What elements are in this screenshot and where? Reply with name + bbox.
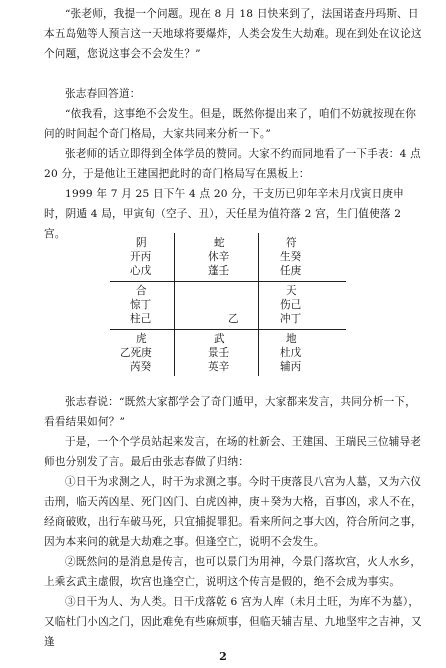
grid-se-door: 杜戊 (280, 347, 302, 359)
grid-n-deity: 蛇 (214, 237, 225, 249)
grid-nw-deity: 阴 (136, 237, 147, 249)
grid-s-star: 英辛 (208, 361, 230, 373)
grid-ne-deity: 符 (286, 237, 297, 249)
grid-w-star: 柱己 (130, 313, 152, 325)
grid-e-star: 冲丁 (280, 313, 302, 325)
grid-ne-star: 任庚 (280, 265, 302, 277)
grid-line-horizontal-2 (110, 329, 346, 330)
paragraph-reply-intro: 张志春回答道： (65, 88, 141, 100)
grid-line-vertical-1 (174, 233, 175, 376)
grid-s-deity: 武 (214, 333, 225, 345)
paragraph-discussion-call: 张志春说：“既然大家都学会了奇门遁甲，大家都来发言，共同分析一下，看看结果如何？” (44, 396, 417, 428)
grid-line-horizontal-1 (110, 281, 346, 282)
grid-line-vertical-2 (258, 233, 259, 376)
grid-nw-door: 开丙 (130, 251, 152, 263)
grid-nw-star: 心戊 (130, 265, 152, 277)
grid-w-deity: 合 (136, 285, 147, 297)
grid-sw-star: 芮癸 (130, 361, 152, 373)
grid-sw-deity: 虎 (136, 333, 147, 345)
paragraph-point-1: ①日干为求测之人，时干为求测之事。今时干庚落艮八宫为人墓，又为六仪击刑，临天芮凶星、死门凶门、白虎凶神，庚＋癸为大格，百事凶，求人不在，经商破败，出行车破马死，只宜捕捉罪犯。看来所问之事大凶，符合所问之事，因为本来问的就是大劫难之事。但逢空亡，说明不会发生。 (44, 476, 422, 548)
paragraph-point-2: ②既然问的是消息是传言，也可以景门为用神，今景门落坎宫，火人水乡，上乘玄武主虚假，坎宫也逢空亡，说明这个传言是假的，绝不会成为事实。 (44, 556, 422, 588)
paragraph-question: “张老师，我提一个问题。现在 8 月 18 日快来到了，法国诺查丹玛斯、日本五岛勉等人预言这一天地球将要爆炸，人类会发生大劫难。现在到处在议论这个问题，您说这事会不会发生？” (44, 8, 422, 60)
page-number: 2 (219, 650, 227, 663)
grid-center-stem: 乙 (228, 313, 239, 325)
paragraph-point-3: ③日干为人、为人类。日干戊落乾 6 宫为人库（未月土旺，为库不为墓），又临杜门小凶之门，因此难免有些麻烦事，但临天辅吉星、九地坚牢之吉神，又逢 (44, 596, 422, 648)
grid-n-star: 蓬壬 (208, 265, 230, 277)
grid-ne-door: 生癸 (280, 251, 302, 263)
grid-s-door: 景壬 (208, 347, 230, 359)
grid-sw-door: 乙死庚 (120, 347, 152, 359)
qimen-chart-grid (110, 233, 346, 376)
paragraph-discussion: 于是，一个个学员站起来发言，在场的杜新会、王建国、王瑞民三位辅导老师也分别发了言。最后由张志春做了归纳： (44, 436, 422, 468)
paragraph-chart-time: 1999 年 7 月 25 日下午 4 点 20 分，干支历已卯年辛未月戊寅日庚申时，阴遁 4 局，甲寅旬（空子、丑），天任星为值符落 2 宫，生门值使落 2 宫。 (44, 188, 404, 240)
grid-e-deity: 天 (286, 285, 297, 297)
grid-n-door: 休辛 (208, 251, 230, 263)
grid-w-door: 惊丁 (130, 299, 152, 311)
grid-se-deity: 地 (286, 333, 297, 345)
grid-se-star: 辅丙 (280, 361, 302, 373)
paragraph-reply: “依我看，这事绝不会发生。但是，既然你提出来了，咱们不妨就按现在你问的时间起个奇门格局，大家共同来分析一下。” (44, 108, 417, 140)
paragraph-agreement: 张老师的话立即得到全体学员的赞同。大家不约而同地看了一下手表：4 点 20 分，于是他让王建国把此时的奇门格局写在黑板上： (44, 148, 421, 180)
grid-e-door: 伤己 (280, 299, 302, 311)
